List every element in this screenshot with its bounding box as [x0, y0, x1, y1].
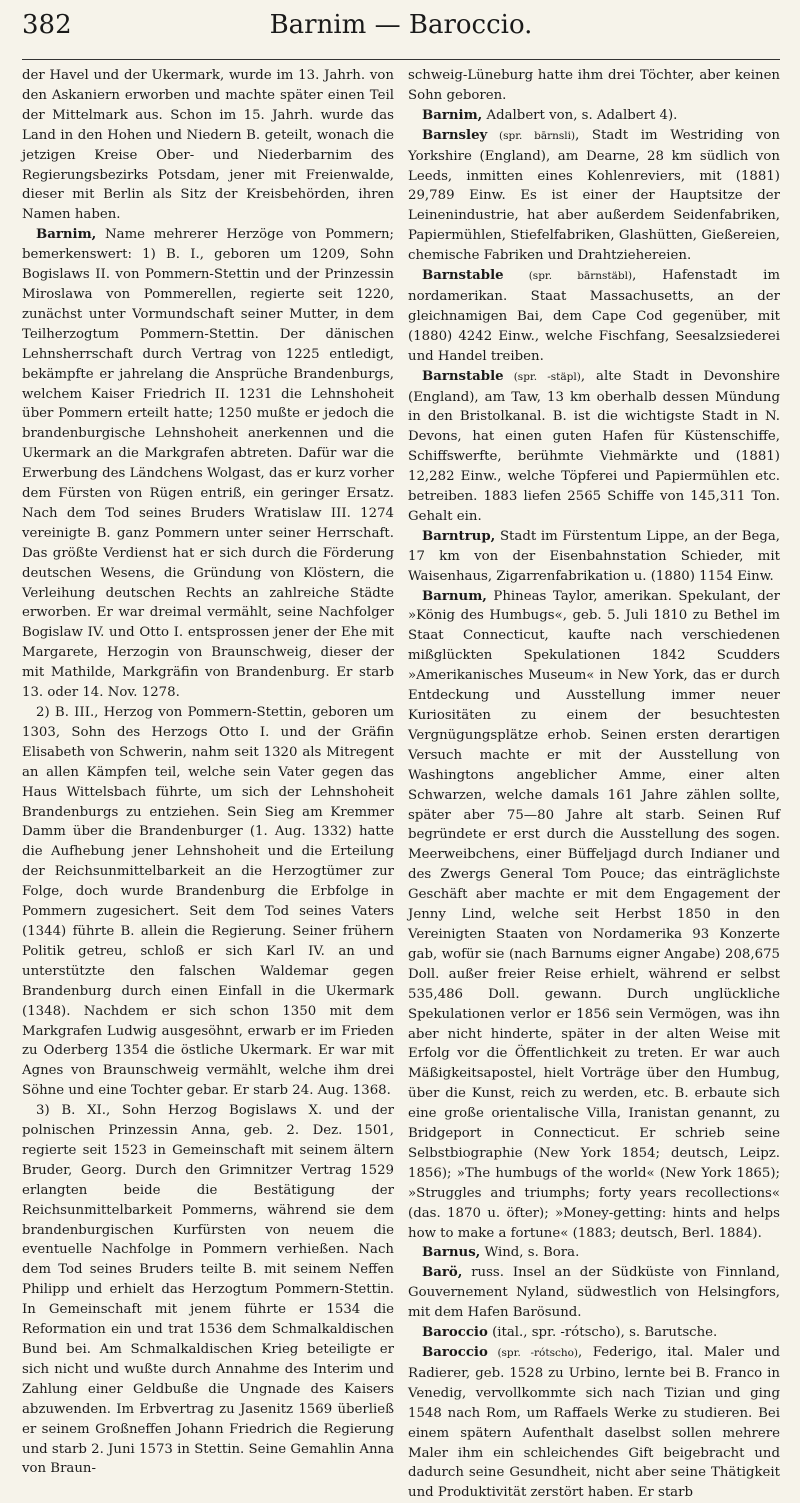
entry-text: der Havel und der Ukermark, wurde im 13. Jahrh. von den Askaniern erworben und machte später einen Teil der Mittelmark aus. Schon im 15. Jahrh. wurde das Land in den Hohen und Niedern B. geteilt, wonach die jetzigen Kreise Ober- und Niederbarnim des Regierungsbezirks Potsdam, jener mit Freienwalde, dieser mit Berlin als Sitz der Kreisbehörden, ihren Namen haben.: [22, 68, 394, 223]
dictionary-entry: [408, 1243, 780, 1263]
pronunciation: (spr. -rótscho): [487, 1347, 579, 1359]
dictionary-entry: [408, 266, 780, 367]
entry-text: Stadt im Fürstentum Lippe, an der Bega, 17 km von der Eisenbahnstation Schieder, mit Waisenhaus, Zigarrenfabrikation u. (1880) 1154 Einw.: [408, 528, 780, 584]
pronunciation: (spr. bārnstäbl): [503, 270, 633, 283]
pronunciation: (spr. -stäpl): [503, 370, 581, 383]
entry-text: Phineas Taylor, amerikan. Spekulant, der »König des Humbugs«, geb. 5. Juli 1810 zu Bethel im Staat Connecticut, kaufte nach verschiedenen mißglückten Spekulationen 1842 Scudders »Amerikanisches Museum« in New York, das er durch Entdeckung und Ausstellung immer neuer Kuriositäten zu einem der besuchtesten Vergnügungsplätze erhob. Seinen ersten derartigen Versuch machte er mit der Ausstellung von Washingtons angeblicher Amme, einer alten Schwarzen, welche damals 161 Jahre zählen sollte, später aber 75—80 Jahre alt starb. Seinen Ruf begründete er erst durch die Ausstellung des sogen. Meerweibchens, einer Büffeljagd durch Indianer und des Zwergs General Tom Pouce; das einträglichste Geschäft aber machte er mit dem Engagement der Jenny Lind, welche seit Herbst 1850 in den Vereinigten Staaten von Nordamerika 93 Konzerte gab, wofür sie (nach Barnums eigner Angabe) 208,675 Doll. außer freier Reise erhielt, während er selbst 535,486 Doll. gewann. Durch unglückliche Spekulationen verlor er 1856 sein Vermögen, was ihn aber nicht hinderte, später in der alten Weise mit Erfolg vor die Öffentlichkeit zu treten. Er war auch Mäßigkeitsapostel, hielt Vorträge über den Humbug, über die Kunst, reich zu werden, etc. B. erbaute sich eine große orientalische Villa, Iranistan genannt, zu Bridgeport in Connecticut. Er schrieb seine Selbstbiographie (New York 1854; deutsch, Leipz. 1856); »The humbugs of the world« (New York 1865); »Struggles and triumphs; forty years recollections« (das. 1870 u. öfter); »Money-getting: hints and helps how to make a fortune« (1883; deutsch, Berl. 1884).: [408, 588, 780, 1241]
page-header: [22, 10, 780, 60]
dictionary-entry: [408, 1263, 780, 1323]
entry-headword: Barnstable: [422, 368, 504, 384]
entry-headword: Barnim,: [36, 227, 97, 243]
entry-text: Wind, s. Bora.: [480, 1245, 580, 1261]
dictionary-entry: [408, 587, 780, 1244]
entry-text: Adalbert von, s. Adalbert 4).: [482, 107, 678, 123]
dictionary-entry: [408, 367, 780, 527]
entry-text: Name mehrerer Herzöge von Pommern; bemerkenswert: 1) B. I., geboren um 1209, Sohn Bogislaws II. von Pommern-Stettin und der Prinzessin Miroslawa von Pommerellen, regierte seit 1220, zunächst unter Vormundschaft seiner Mutter, in dem Teilherzogtum Pommern-Stettin. Der dänischen Lehnsherrschaft durch Vertrag von 1225 entledigt, bekämpfte er jahrelang die Ansprüche Brandenburgs, welchem Kaiser Friedrich II. 1231 die Lehnshoheit über Pommern erteilt hatte; 1250 mußte er jedoch die brandenburgische Lehnshoheit anerkennen und die Ukermark an die Markgrafen abtreten. Dafür war die Erwerbung des Ländchens Wolgast, das er kurz vorher dem Fürsten von Rügen entriß, ein geringer Ersatz. Nach dem Tod seines Bruders Wratislaw III. 1274 vereinigte B. ganz Pommern unter seiner Herrschaft. Das größte Verdienst hat er sich durch die Förderung deutschen Wesens, die Gründung von Klöstern, die Verleihung deutschen Rechts an zahlreiche Städte erworben. Er war dreimal vermählt, seine Nachfolger Bogislaw IV. und Otto I. entsprossen jener der Ehe mit Margarete, Herzogin von Braunschweig, dieser der mit Mathilde, Markgräfin von Brandenburg. Er starb 13. oder 14. Nov. 1278.: [22, 227, 394, 701]
dictionary-entry: [408, 126, 780, 266]
entry-headword: Barntrup,: [422, 528, 496, 544]
entry-text: 3) B. XI., Sohn Herzog Bogislaws X. und der polnischen Prinzessin Anna, geb. 2. Dez. 1501, regierte seit 1523 in Gemeinschaft mit seinem ältern Bruder, Georg. Durch den Grimnitzer Vertrag 1529 erlangten beide die Bestätigung der Reichsunmittelbarkeit Pommerns, während sie dem brandenburgischen Kurfürsten von neuem die eventuelle Nachfolge in Pommern verhießen. Nach dem Tod seines Bruders teilte B. mit seinem Neffen Philipp und erhielt das Herzogtum Pommern-Stettin. In Gemeinschaft mit jenem führte er 1534 die Reformation ein und trat 1536 dem Schmalkaldischen Bund bei. Am Schmalkaldischen Krieg beteiligte er sich nicht und wußte durch Annahme des Interim und Zahlung einer Geldbuße die Ungnade des Kaisers abzuwenden. Im Erbvertrag zu Jasenitz 1569 überließ er seinem Großneffen Johann Friedrich die Regierung und starb 2. Juni 1573 in Stettin. Seine Gemahlin Anna von Braun-: [22, 1103, 394, 1477]
entry-paragraph: [408, 66, 780, 106]
entry-text: , Hafenstadt im nordamerikan. Staat Massachusetts, an der gleichnamigen Bai, dem Cape Cod gegenüber, mit (1880) 4242 Einw., welche Fischfang, Seesalzsiederei und Handel treiben.: [408, 268, 780, 364]
entry-text: russ. Insel an der Südküste von Finnland, Gouvernement Nyland, südwestlich von Helsingfors, mit dem Hafen Barösund.: [408, 1265, 780, 1321]
text-columns: [22, 66, 780, 1503]
entry-text: , Stadt im Westriding von Yorkshire (England), am Dearne, 28 km südlich von Leeds, inmitten eines Kohlenreviers, mit (1881) 29,789 Einw. Es ist einer der Hauptsitze der Leinenindustrie, hat aber außerdem Seidenfabriken, Papiermühlen, Stiefelfabriken, Glashütten, Gießereien, chemische Fabriken und Drahtziehereien.: [408, 127, 780, 264]
running-head: Barnim — Baroccio.: [269, 10, 533, 40]
dictionary-entry: [22, 225, 394, 703]
entry-text: (ital., spr. -rótscho), s. Barutsche.: [487, 1325, 718, 1341]
entry-text: schweig-Lüneburg hatte ihm drei Töchter, aber keinen Sohn geboren.: [408, 68, 780, 103]
entry-headword: Baroccio: [422, 1345, 488, 1360]
page-number: 382: [22, 10, 72, 40]
entry-paragraph: [22, 1101, 394, 1479]
entry-paragraph: [22, 703, 394, 1101]
entry-headword: Barnstable: [422, 268, 504, 284]
entry-headword: Barnus,: [422, 1245, 481, 1261]
entry-headword: Barnum,: [422, 588, 487, 604]
dictionary-entry: [408, 106, 780, 126]
pronunciation: (spr. bārnsli): [487, 129, 576, 142]
entry-text: 2) B. III., Herzog von Pommern-Stettin, geboren um 1303, Sohn des Herzogs Otto I. und der Gräfin Elisabeth von Schwerin, nahm seit 1320 als Mitregent an allen Kämpfen teil, welche sein Vater gegen das Haus Wittelsbach führte, um sich der Lehnshoheit Brandenburgs zu entziehen. Sein Sieg am Kremmer Damm über die Brandenburger (1. Aug. 1332) hatte die Aufhebung jener Lehnshoheit und die Erteilung der Reichsunmittelbarkeit an die Herzogtümer zur Folge, doch wurde Brandenburg die Erbfolge in Pommern zugesichert. Seit dem Tod seines Vaters (1344) führte B. allein die Regierung. Seiner frühern Politik getreu, schloß er sich Karl IV. an und unterstützte den falschen Waldemar gegen Brandenburg durch einen Einfall in die Ukermark (1348). Nachdem er sich schon 1350 mit dem Markgrafen Ludwig ausgesöhnt, erwarb er im Frieden zu Oderberg 1354 die östliche Ukermark. Er war mit Agnes von Braunschweig vermählt, welche ihm drei Söhne und eine Tochter gebar. Er starb 24. Aug. 1368.: [22, 705, 394, 1099]
dictionary-entry: [408, 1323, 780, 1343]
entry-text: , Federigo, ital. Maler und Radierer, geb. 1528 zu Urbino, lernte bei B. Franco in Venedig, vervollkommte sich nach Tizian und ging 1548 nach Rom, um Raffaels Werke zu studieren. Bei einem spätern Aufenthalt daselbst sollen mehrere Maler ihm ein schleichendes Gift beigebracht und dadurch seine Gesundheit, nicht aber seine Thätigkeit und Produktivität zerstört haben. Er starb: [408, 1345, 780, 1501]
left-column: [22, 66, 394, 1503]
entry-headword: Baroccio: [422, 1325, 488, 1341]
entry-headword: Barnim,: [422, 107, 483, 123]
entry-text: , alte Stadt in Devonshire (England), am Taw, 13 km oberhalb dessen Mündung in den Bristolkanal. B. ist die wichtigste Stadt in N. Devons, hat einen guten Hafen für Küstenschiffe, Schiffswerfte, berühmte Viehmärkte und (1881) 12,282 Einw., welche Töpferei und Papiermühlen etc. betreiben. 1883 liefen 2565 Schiffe von 145,311 Ton. Gehalt ein.: [408, 368, 780, 524]
right-column: [408, 66, 780, 1503]
entry-headword: Barnsley: [422, 127, 488, 143]
entry-paragraph: [22, 66, 394, 225]
entry-headword: Barö,: [422, 1265, 463, 1281]
dictionary-entry: [408, 527, 780, 587]
dictionary-entry: [408, 1343, 780, 1503]
